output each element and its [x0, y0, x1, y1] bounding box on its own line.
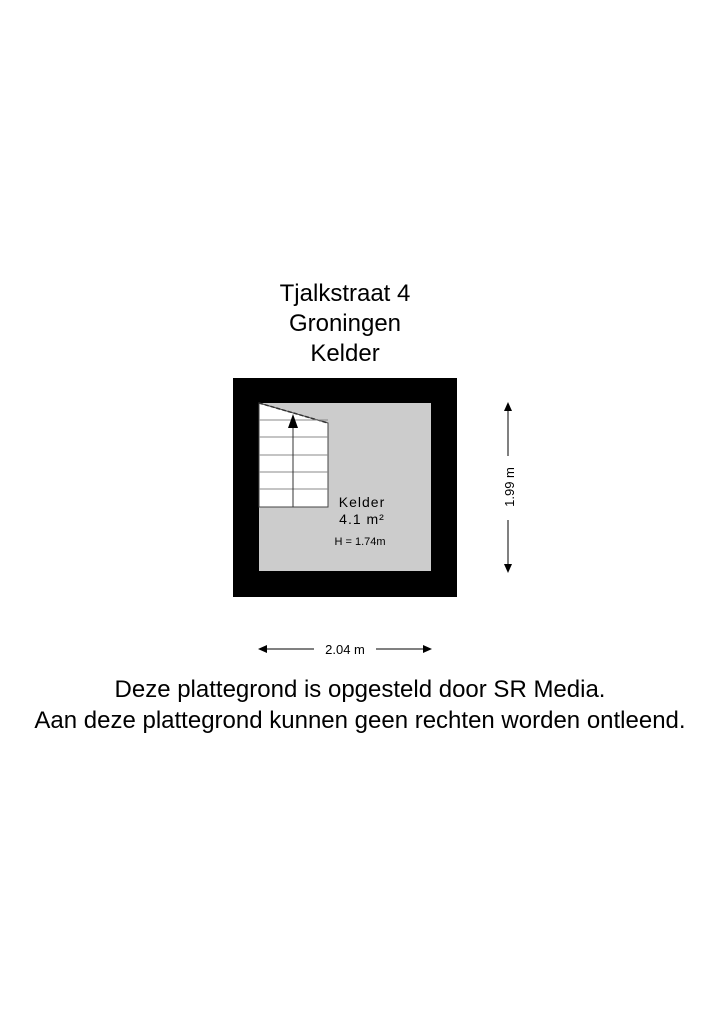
depth-dimension	[502, 402, 517, 573]
address-city: Groningen	[288, 310, 402, 337]
room-height: H = 1.74m	[334, 536, 386, 548]
disclaimer-line-2: Aan deze plattegrond kunnen geen rechten worden ontleend.	[34, 707, 686, 734]
width-label: 2.04 m	[325, 642, 365, 657]
depth-label: 1.99 m	[502, 467, 517, 507]
width-dimension	[258, 642, 432, 657]
floor-name: Kelder	[310, 340, 380, 367]
disclaimer-line-1: Deze plattegrond is opgesteld door SR Media.	[114, 676, 606, 703]
address-street: Tjalkstraat 4	[279, 280, 411, 307]
arrow-up-icon	[504, 402, 512, 411]
arrow-right-icon	[423, 645, 432, 653]
arrow-down-icon	[504, 564, 512, 573]
arrow-left-icon	[258, 645, 267, 653]
room-area: 4.1 m²	[339, 511, 385, 527]
disclaimer	[0, 674, 720, 736]
room-name: Kelder	[338, 494, 386, 510]
